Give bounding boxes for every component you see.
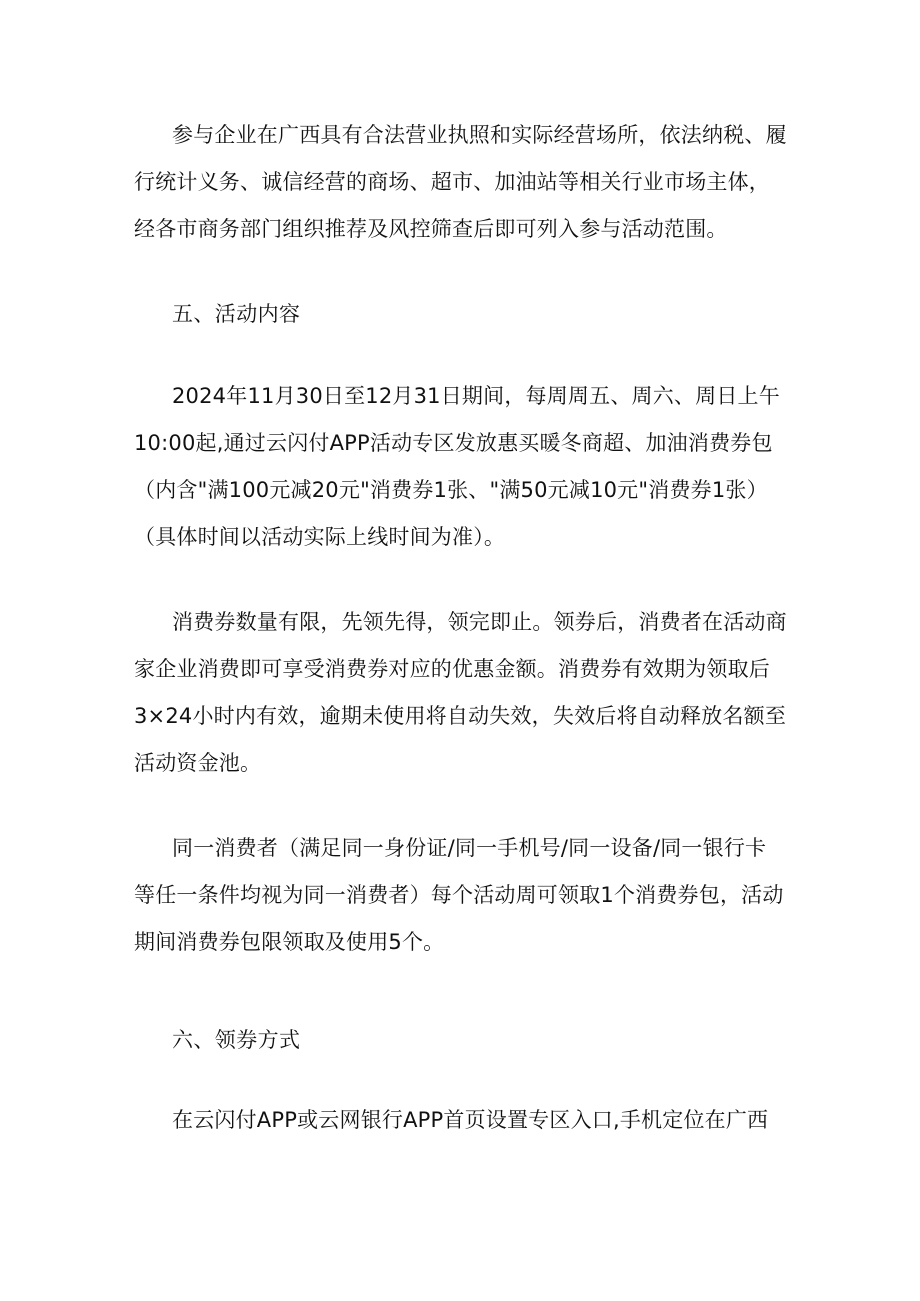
- text-line: （内含"满100元减20元"消费券1张、"满50元减10元"消费券1张）: [134, 478, 768, 502]
- paragraph-coupon-validity: [134, 599, 794, 787]
- text-line: （具体时间以活动实际上线时间为准）。: [134, 525, 506, 549]
- paragraph-participating-enterprises: [134, 112, 794, 253]
- text-line: 行统计义务、诚信经营的商场、超市、加油站等相关行业市场主体，: [134, 170, 770, 194]
- text-line: 2024年11月30日至12月31日期间，每周周五、周六、周日上午: [172, 384, 780, 408]
- text-line: 在云闪付APP或云网银行APP首页设置专区入口,手机定位在广西: [172, 1108, 769, 1132]
- text-line: 10:00起,通过云闪付APP活动专区发放惠买暖冬商超、加油消费券包: [134, 431, 773, 455]
- text-line: 同一消费者（满足同一身份证/同一手机号/同一设备/同一银行卡: [172, 836, 767, 860]
- text-line: 家企业消费即可享受消费券对应的优惠金额。消费券有效期为领取后: [134, 657, 770, 681]
- text-line: 3×24小时内有效，逾期未使用将自动失效，失效后将自动释放名额至: [134, 704, 787, 728]
- section-heading-activity-content: 五、活动内容: [172, 302, 301, 326]
- text-line: 经各市商务部门组织推荐及风控筛查后即可列入参与活动范围。: [134, 217, 728, 241]
- section-heading-coupon-method: 六、领券方式: [172, 1028, 301, 1052]
- paragraph-activity-schedule: [134, 373, 794, 561]
- text-line: 参与企业在广西具有合法营业执照和实际经营场所，依法纳税、履: [172, 123, 787, 147]
- text-line: 活动资金池。: [134, 751, 262, 775]
- paragraph-coupon-entry: [134, 1097, 794, 1144]
- text-line: 消费券数量有限，先领先得，领完即止。领券后，消费者在活动商: [172, 610, 787, 634]
- text-line: 期间消费券包限领取及使用5个。: [134, 930, 445, 954]
- paragraph-consumer-limit: [134, 825, 794, 966]
- text-line: 等任一条件均视为同一消费者）每个活动周可领取1个消费券包，活动: [134, 883, 784, 907]
